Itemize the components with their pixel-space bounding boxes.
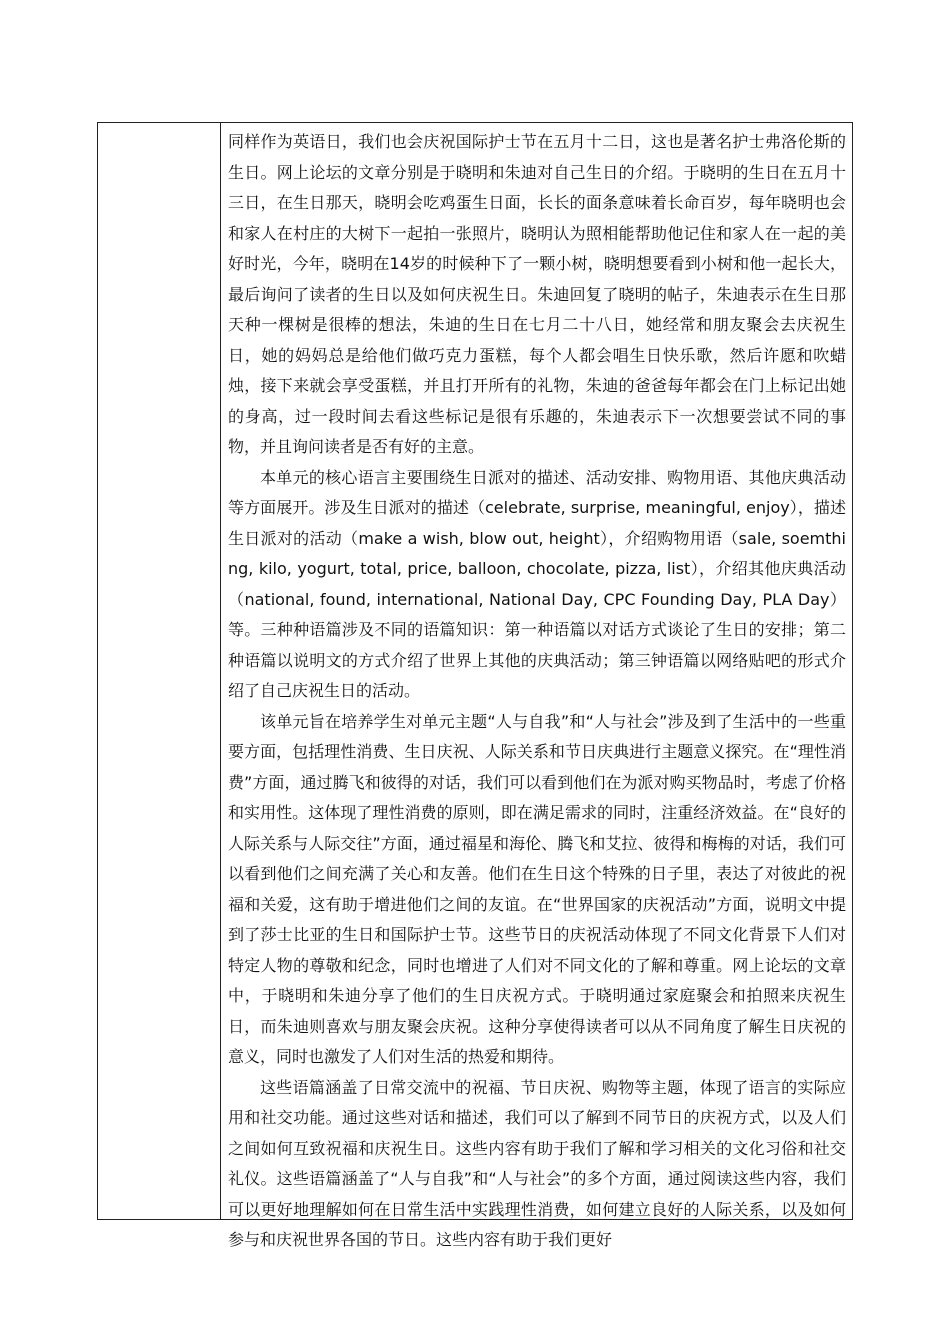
paragraph-summary: 这些语篇涵盖了日常交流中的祝福、节日庆祝、购物等主题，体现了语言的实际应用和社交功能。通过这些对话和描述，我们可以了解到不同节日的庆祝方式，以及人们之间如何互致祝福和庆祝生日。这些内容有助于我们了解和学习相关的文化习俗和社交礼仪。这些语篇涵盖了“人与自我”和“人与社会”的多个方面，通过阅读这些内容，我们可以更好地理解如何在日常生活中实践理性消费，如何建立良好的人际关系，以及如何参与和庆祝世界各国的节日。这些内容有助于我们更好	[228, 1077, 846, 1249]
paragraph-core-language: 本单元的核心语言主要围绕生日派对的描述、活动安排、购物用语、其他庆典活动等方面展开。涉及生日派对的描述（celebrate, surprise, meaningful, enjoy），描述生日派对的活动（make a wish, blow out, height），介绍购物用语（sale, soemthing, kilo, yogurt, total, price, balloon, chocolate, pizza, list），介绍其他庆典活动（national, found, international, National Day, CPC Founding Day, PLA Day）等。三种种语篇涉及不同的语篇知识：第一种语篇以对话方式谈论了生日的安排；第二种语篇以说明文的方式介绍了世界上其他的庆典活动；第三钟语篇以网络贴吧的形式介绍了自己庆祝生日的活动。	[228, 467, 846, 700]
paragraph-theme-analysis: 该单元旨在培养学生对单元主题“人与自我”和“人与社会”涉及到了生活中的一些重要方面，包括理性消费、生日庆祝、人际关系和节日庆典进行主题意义探究。在“理性消费”方面，通过腾飞和彼得的对话，我们可以看到他们在为派对购买物品时，考虑了价格和实用性。这体现了理性消费的原则，即在满足需求的同时，注重经济效益。在“良好的人际关系与人际交往”方面，通过福星和海伦、腾飞和艾拉、彼得和梅梅的对话，我们可以看到他们之间充满了关心和友善。他们在生日这个特殊的日子里，表达了对彼此的祝福和关爱，这有助于增进他们之间的友谊。在“世界国家的庆祝活动”方面，说明文中提到了莎士比亚的生日和国际护士节。这些节日的庆祝活动体现了不同文化背景下人们对特定人物的尊敬和纪念，同时也增进了人们对不同文化的了解和尊重。网上论坛的文章中，于晓明和朱迪分享了他们的生日庆祝方式。于晓明通过家庭聚会和拍照来庆祝生日，而朱迪则喜欢与朋友聚会庆祝。这种分享使得读者可以从不同角度了解生日庆祝的意义，同时也激发了人们对生活的热爱和期待。	[228, 711, 846, 1066]
table-right-cell	[221, 123, 852, 1249]
table-left-cell	[98, 123, 221, 1219]
content-table	[97, 122, 853, 1249]
paragraph-intro-continued: 同样作为英语日，我们也会庆祝国际护士节在五月十二日，这也是著名护士弗洛伦斯的生日。网上论坛的文章分别是于晓明和朱迪对自己生日的介绍。于晓明的生日在五月十三日，在生日那天，晓明会吃鸡蛋生日面，长长的面条意味着长命百岁，每年晓明也会和家人在村庄的大树下一起拍一张照片，晓明认为照相能帮助他记住和家人在一起的美好时光，今年，晓明在14岁的时候种下了一颗小树，晓明想要看到小树和他一起长大，最后询问了读者的生日以及如何庆祝生日。朱迪回复了晓明的帖子，朱迪表示在生日那天种一棵树是很棒的想法，朱迪的生日在七月二十八日，她经常和朋友聚会去庆祝生日，她的妈妈总是给他们做巧克力蛋糕，每个人都会唱生日快乐歌，然后许愿和吹蜡烛，接下来就会享受蛋糕，并且打开所有的礼物，朱迪的爸爸每年都会在门上标记出她的身高，过一段时间去看这些标记是很有乐趣的，朱迪表示下一次想要尝试不同的事物，并且询问读者是否有好的主意。	[228, 132, 846, 456]
